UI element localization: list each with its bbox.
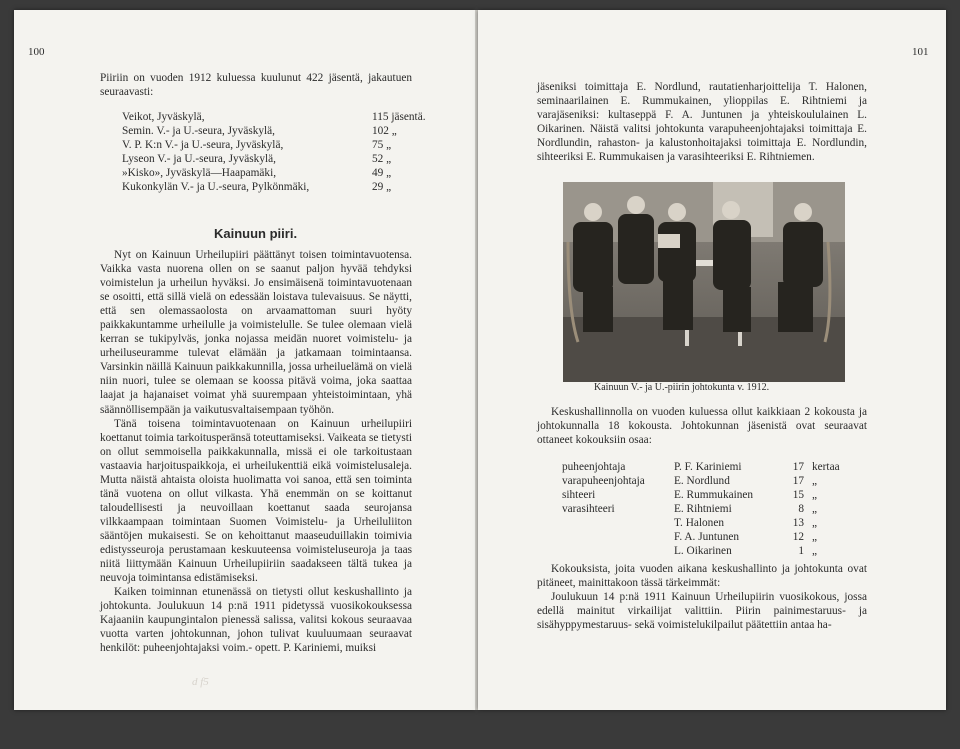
intro-text: [100, 71, 412, 99]
attendance-count: 8: [798, 503, 804, 516]
section-heading: Kainuun piiri.: [214, 226, 298, 241]
club-count: 49 „: [372, 167, 392, 180]
attendance-count: 17: [792, 461, 804, 473]
attendance-role: [562, 516, 674, 530]
attendance-unit: „: [812, 475, 818, 488]
group-photo: [563, 182, 845, 382]
attendance-role: varapuheenjohtaja: [562, 475, 645, 488]
club-count: 52 „: [372, 153, 392, 166]
club-row: [122, 138, 426, 152]
paragraph: Kokouksista, joita vuoden aikana keskushallinto ja johtokunta ovat pitäneet, mainittakoon tässä tärkeimmät:: [537, 563, 867, 590]
left-page: [14, 10, 475, 710]
page-number: 100: [28, 46, 45, 58]
club-row: [122, 180, 426, 194]
attendance-count: 1: [798, 545, 804, 558]
club-count: 29 „: [372, 181, 392, 194]
attendance-row: [562, 530, 852, 544]
attendance-row: [562, 460, 852, 474]
club-count: 75 „: [372, 139, 392, 152]
club-row: [122, 166, 426, 180]
meetings-text: [537, 405, 867, 447]
attendance-role: puheenjohtaja: [562, 461, 626, 473]
club-name: Kukonkylän V.- ja U.-seura, Pylkönmäki,: [122, 181, 310, 194]
attendance-name: E. Nordlund: [674, 475, 730, 488]
club-list: [122, 110, 426, 194]
club-row: [122, 124, 426, 138]
attendance-count: 17: [792, 475, 804, 488]
intro-paragraph: Piiriin on vuoden 1912 kuluessa kuulunut 422 jäsentä, jakautuen seuraavasti:: [100, 72, 412, 99]
attendance-count: 13: [792, 517, 804, 530]
attendance-unit: „: [812, 531, 818, 544]
attendance-row: [562, 544, 852, 558]
attendance-role: [562, 544, 674, 558]
club-name: »Kisko», Jyväskylä—Haapamäki,: [122, 167, 277, 180]
photo-caption: Kainuun V.- ja U.-piirin johtokunta v. 1912.: [594, 382, 770, 393]
attendance-count: 15: [792, 489, 804, 502]
paragraph: Keskushallinnolla on vuoden kuluessa ollut kaikkiaan 2 kokousta ja johtokunnalla 18 kokousta. Johtokunnan jäsenistä ovat seuraavat ottaneet kokouksiin osaa:: [537, 406, 867, 447]
club-row: [122, 110, 426, 124]
page-number: 101: [912, 46, 929, 58]
attendance-row: [562, 502, 852, 516]
paragraph: jäseniksi toimittaja E. Nordlund, rautatienharjoittelija T. Halonen, seminaarilainen E. Rummukainen, ylioppilas E. Rihtniemi ja varajäseniksi: kultaseppä F. A. Juntunen ja yhteiskoululainen L. Oikarinen. Näistä valitsi johtokunta varapuheenjohtajaksi toimittaja E. Nordlundin, rahaston- ja kalustonhoitajaksi toimittaja E. Nordlundin, sihteeriksi E. Rummukaisen ja varasihteeriksi E. Rihtniemen.: [537, 81, 867, 164]
attendance-name: E. Rihtniemi: [674, 503, 732, 516]
attendance-count: 12: [792, 531, 804, 544]
club-row: [122, 152, 426, 166]
attendance-name: F. A. Juntunen: [674, 531, 740, 544]
body-text: [100, 248, 412, 655]
attendance-name: P. F. Kariniemi: [674, 461, 742, 473]
paragraph: Tänä toisena toimintavuotenaan on Kainuun urheilupiiri koettanut toimia tarkoitusperänsä toteuttamiseksi. Vaikeata se tietysti on ollut semmoisella paikkakunnalla, missä ei ole tarkoitustaan vastaavia harjoituspaikkoja, ei urheilukenttiä eikä voimistelusaleja. Mutta näistä ahtaista oloista huolimatta voi sanoa, että sen toiminta tänä vuotena on ollut vilkasta. Yhä enemmän on se koittanut taloudellisesti ja neuvoillaan koettanut saada seurojansa vilkkaampaan toimintaan Suomen Voimistelu- ja Urheiluliiton sääntöjen mukaisesti. Se on kehoittanut maaseuduillakin toimivia edistysseuroja perustamaan keskuuteensa voimisteluseuroja ja taas niitä liittymään Kainuun Urheilupiiriin saadakseen tältä tukea ja neuvoja toimintansa edistämiseksi.: [100, 417, 412, 585]
attendance-role: [562, 530, 674, 544]
attendance-name: L. Oikarinen: [674, 545, 732, 558]
attendance-table: [562, 460, 852, 558]
paragraph: Nyt on Kainuun Urheilupiiri päättänyt toisen toimintavuotensa. Vaikka vasta nuorena ollen on se saanut paljon hyvää tehdyksi voimistelun ja urheilun hyväksi. Jo ensimäisenä toimintavuotenaan se osoitti, että sillä vielä on edessään loistava tulevaisuus. Se näytti, että sen olemassaolosta on arvaamattoman suuri hyöty paikkakuntamme urheilulle ja voimistelulle. Se tulee olemaan vielä kerran se tukipylväs, jonka nojassa meidän nuoret voimistelu- ja urheiluseuramme tulevat elämään ja jatkamaan toimintaansa. Varsinkin näillä Kainuun paikkakunnilla, jossa urheiluelämä on vielä niin nuori, tulee se olemaan se koossa pitävä voima, joka saattaa laajat ja hajanaiset voimat yhä suurempaan yhteistoimintaan, yhä säännöllisempään ja vaikutusvaltaisempaan työhön.: [100, 249, 412, 416]
attendance-row: [562, 516, 852, 530]
pencil-mark: d f5: [192, 676, 209, 688]
club-name: Veikot, Jyväskylä,: [122, 111, 205, 123]
paragraph: Joulukuun 14 p:nä 1911 Kainuun Urheilupiirin vuosikokous, jossa edellä mainitut virkailijat valittiin. Piirin painimestaruus- ja sisähyppymestaruus- sekä voimistelukilpailut päätettiin antaa ha-: [537, 591, 867, 632]
club-count: 102 „: [372, 125, 397, 138]
attendance-unit: kertaa: [812, 461, 840, 473]
attendance-role: varasihteeri: [562, 503, 615, 516]
attendance-unit: „: [812, 503, 818, 516]
attendance-unit: „: [812, 489, 818, 502]
attendance-name: E. Rummukainen: [674, 489, 754, 502]
club-count: 115 jäsentä.: [372, 111, 426, 123]
top-text: [537, 80, 867, 164]
attendance-name: T. Halonen: [674, 517, 724, 530]
attendance-role: sihteeri: [562, 489, 596, 502]
attendance-row: [562, 474, 852, 488]
closing-text: [537, 562, 867, 632]
attendance-row: [562, 488, 852, 502]
club-name: Lyseon V.- ja U.-seura, Jyväskylä,: [122, 153, 276, 166]
attendance-unit: „: [812, 517, 818, 530]
club-name: Semin. V.- ja U.-seura, Jyväskylä,: [122, 125, 276, 138]
paragraph: Kaiken toiminnan etunenässä on tietysti ollut keskushallinto ja johtokunta. Joulukuun 14 p:nä 1911 pidetyssä vuosikokouksessa Kajaaniin kaupungintalon pienessä salissa, valitsi kokous seuraavaa vuotta varten johtokunnan, johon tulivat kuuluumaan seuraavat henkilöt: puheenjohtajaksi voim.- opett. P. Kariniemi, muiksi: [100, 586, 412, 655]
club-name: V. P. K:n V.- ja U.-seura, Jyväskylä,: [122, 139, 284, 152]
attendance-unit: „: [812, 545, 818, 558]
